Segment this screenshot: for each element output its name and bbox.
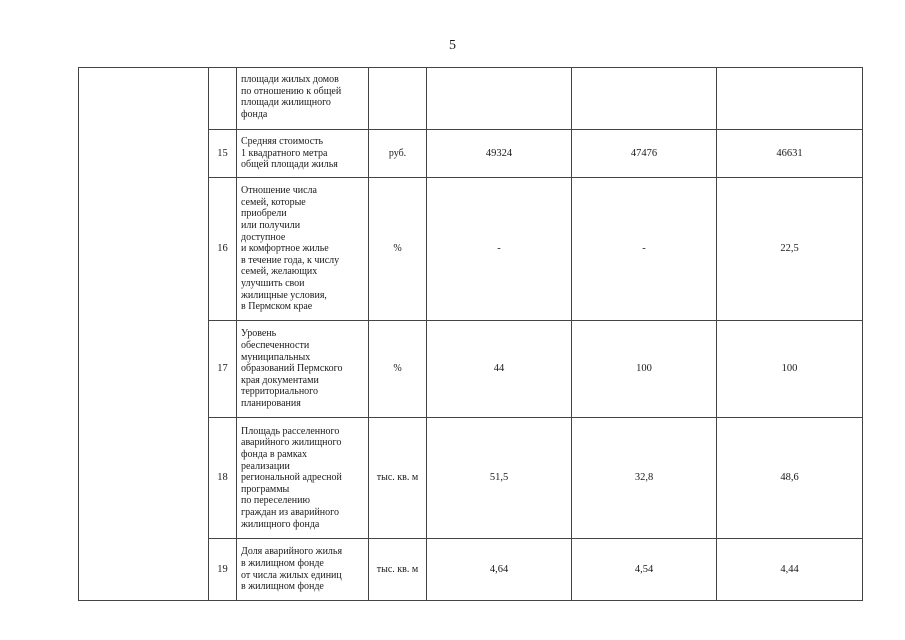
indicator-name: Площадь расселенного аварийного жилищного фонда в рамках реализации региональной адресной программы по переселению граждан из аварийного жилищного фонда: [241, 425, 342, 530]
page-number: 5: [449, 38, 456, 53]
value: 44: [427, 321, 572, 418]
unit: %: [369, 178, 427, 321]
value: 51,5: [427, 418, 572, 539]
indicator-name: Отношение числа семей, которые приобрели или получили доступное и комфортное жилье в течение года, к числу семей, желающих улучшить свои жилищные условия, в Пермском крае: [241, 185, 340, 313]
indicator-name-cell: [237, 321, 369, 418]
value-cell: [572, 68, 717, 130]
row-number-cell: [209, 68, 237, 130]
value: 22,5: [717, 178, 863, 321]
value: 49324: [427, 130, 572, 178]
value: 4,64: [427, 539, 572, 601]
indicator-name-cell: [237, 418, 369, 539]
indicator-name: площади жилых домов по отношению к общей площади жилищного фонда: [241, 74, 342, 120]
indicator-name-cell: [237, 178, 369, 321]
value: -: [572, 178, 717, 321]
value: 32,8: [572, 418, 717, 539]
value-cell: [717, 68, 863, 130]
table-row: [79, 68, 863, 130]
unit: тыс. кв. м: [369, 539, 427, 601]
indicator-name-cell: [237, 130, 369, 178]
row-number: 16: [209, 178, 237, 321]
value: 46631: [717, 130, 863, 178]
indicator-name-cell: [237, 539, 369, 601]
indicator-name: Уровень обеспеченности муниципальных образований Пермского края документами территориального планирования: [241, 328, 343, 409]
row-number: 17: [209, 321, 237, 418]
value: 100: [572, 321, 717, 418]
row-number: 18: [209, 418, 237, 539]
unit: тыс. кв. м: [369, 418, 427, 539]
value: -: [427, 178, 572, 321]
row-number: 19: [209, 539, 237, 601]
indicator-name: Доля аварийного жилья в жилищном фонде от числа жилых единиц в жилищном фонде: [241, 546, 343, 593]
indicator-name-cell: [237, 68, 369, 130]
unit: %: [369, 321, 427, 418]
unit-cell: [369, 68, 427, 130]
value: 47476: [572, 130, 717, 178]
indicators-table: [78, 67, 863, 601]
row-number: 15: [209, 130, 237, 178]
value-cell: [427, 68, 572, 130]
value: 48,6: [717, 418, 863, 539]
indicator-name: Средняя стоимость 1 квадратного метра общей площади жилья: [241, 136, 338, 171]
value: 100: [717, 321, 863, 418]
value: 4,44: [717, 539, 863, 601]
value: 4,54: [572, 539, 717, 601]
blank-left-column: [79, 68, 209, 601]
unit: руб.: [369, 130, 427, 178]
